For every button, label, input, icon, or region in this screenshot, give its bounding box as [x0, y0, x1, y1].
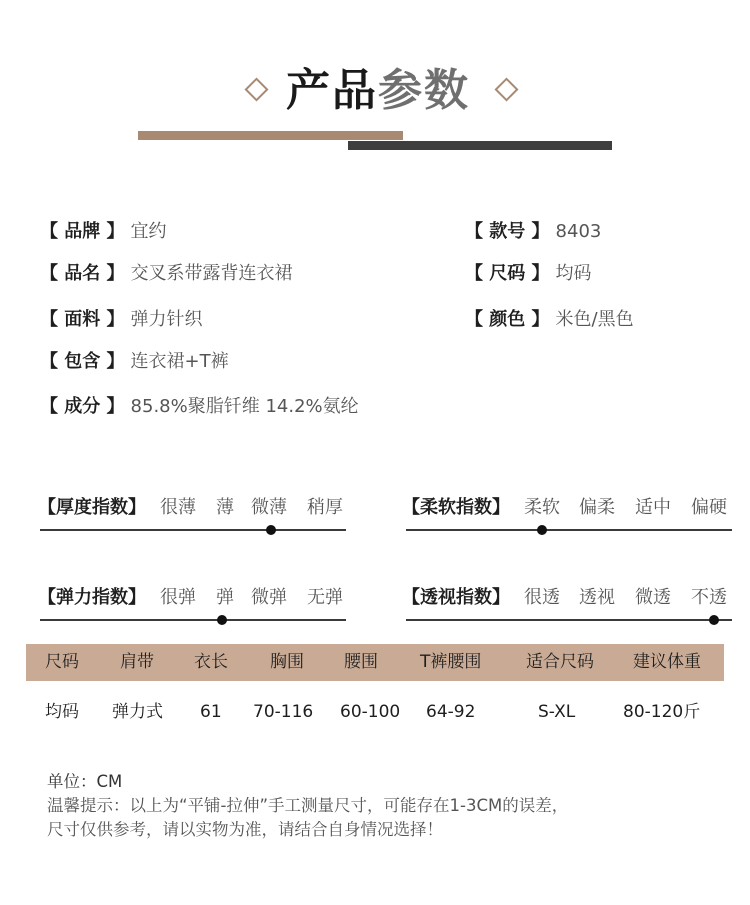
table-header-cell: 胸围	[270, 652, 304, 672]
param-key: 【 品牌 】	[40, 221, 125, 242]
sheerness-option: 微透	[635, 587, 671, 608]
param-style-no	[465, 219, 601, 245]
param-includes	[40, 349, 229, 375]
param-key: 【 成分 】	[40, 396, 125, 417]
param-brand	[40, 219, 167, 245]
table-header-cell: 尺码	[45, 652, 79, 672]
softness-option: 柔软	[524, 497, 560, 518]
thickness-option: 稍厚	[307, 497, 343, 518]
table-header-cell: T裤腰围	[420, 652, 482, 672]
section-title	[0, 62, 750, 122]
thickness-option: 薄	[216, 497, 234, 518]
table-cell: 80-120斤	[623, 702, 701, 722]
title-part-light: 参数	[378, 65, 470, 116]
softness-indicator-dot	[537, 525, 547, 535]
elasticity-option: 很弹	[160, 587, 196, 608]
table-cell: 61	[200, 702, 222, 722]
thickness-scale-line	[40, 529, 346, 531]
softness-option: 适中	[635, 497, 671, 518]
elasticity-index-label: 【弹力指数】	[38, 587, 146, 608]
softness-option: 偏柔	[579, 497, 615, 518]
table-header-cell: 适合尺码	[526, 652, 594, 672]
table-cell: 64-92	[426, 702, 476, 722]
thickness-index-label: 【厚度指数】	[38, 497, 146, 518]
param-value: 8403	[555, 221, 602, 242]
sheerness-option: 透视	[579, 587, 615, 608]
param-key: 【 包含 】	[40, 351, 125, 372]
param-value: 85.8%聚脂钎维 14.2%氨纶	[130, 396, 359, 417]
diamond-left-icon	[244, 77, 268, 101]
table-header-cell: 肩带	[120, 652, 154, 672]
elasticity-option: 微弹	[251, 587, 287, 608]
param-value: 均码	[555, 263, 592, 284]
table-cell: 70-116	[253, 702, 314, 722]
param-fabric	[40, 307, 203, 333]
table-header-cell: 建议体重	[633, 652, 701, 672]
param-composition	[40, 394, 359, 420]
param-key: 【 尺码 】	[465, 263, 550, 284]
elasticity-scale-line	[40, 619, 346, 621]
tip-line-2: 尺寸仅供参考，请以实物为准，请结合自身情况选择！	[47, 820, 443, 839]
param-key: 【 颜色 】	[465, 309, 550, 330]
title-part-dark: 产品	[286, 65, 378, 116]
sheerness-option: 不透	[691, 587, 727, 608]
table-cell: S-XL	[538, 702, 576, 722]
diamond-right-icon	[494, 77, 518, 101]
title-underline-brown	[138, 131, 403, 140]
softness-scale-line	[406, 529, 732, 531]
sheerness-option: 很透	[524, 587, 560, 608]
title-underline-dark	[348, 141, 612, 150]
page-title	[286, 62, 470, 120]
tip-line-1: 温馨提示：以上为“平铺-拉伸”手工测量尺寸，可能存在1-3CM的误差，	[47, 796, 569, 815]
sheerness-indicator-dot	[709, 615, 719, 625]
table-header-cell: 腰围	[344, 652, 378, 672]
param-key: 【 款号 】	[465, 221, 550, 242]
table-cell: 均码	[45, 702, 79, 722]
param-value: 交叉系带露背连衣裙	[130, 263, 293, 284]
table-cell: 60-100	[340, 702, 401, 722]
param-value: 米色/黑色	[555, 309, 634, 330]
table-header-cell: 衣长	[194, 652, 228, 672]
param-size	[465, 261, 592, 287]
softness-index-label: 【柔软指数】	[402, 497, 510, 518]
thickness-option: 很薄	[160, 497, 196, 518]
param-key: 【 品名 】	[40, 263, 125, 284]
param-value: 宜约	[130, 221, 167, 242]
unit-note: 单位：CM	[47, 772, 123, 791]
sheerness-index-label: 【透视指数】	[402, 587, 510, 608]
elasticity-indicator-dot	[217, 615, 227, 625]
param-value: 弹力针织	[130, 309, 203, 330]
thickness-option: 微薄	[251, 497, 287, 518]
thickness-indicator-dot	[266, 525, 276, 535]
param-color	[465, 307, 634, 333]
table-cell: 弹力式	[112, 702, 163, 722]
param-value: 连衣裙+T裤	[130, 351, 229, 372]
param-key: 【 面料 】	[40, 309, 125, 330]
elasticity-option: 无弹	[307, 587, 343, 608]
elasticity-option: 弹	[216, 587, 234, 608]
param-name	[40, 261, 293, 287]
sheerness-scale-line	[406, 619, 732, 621]
softness-option: 偏硬	[691, 497, 727, 518]
